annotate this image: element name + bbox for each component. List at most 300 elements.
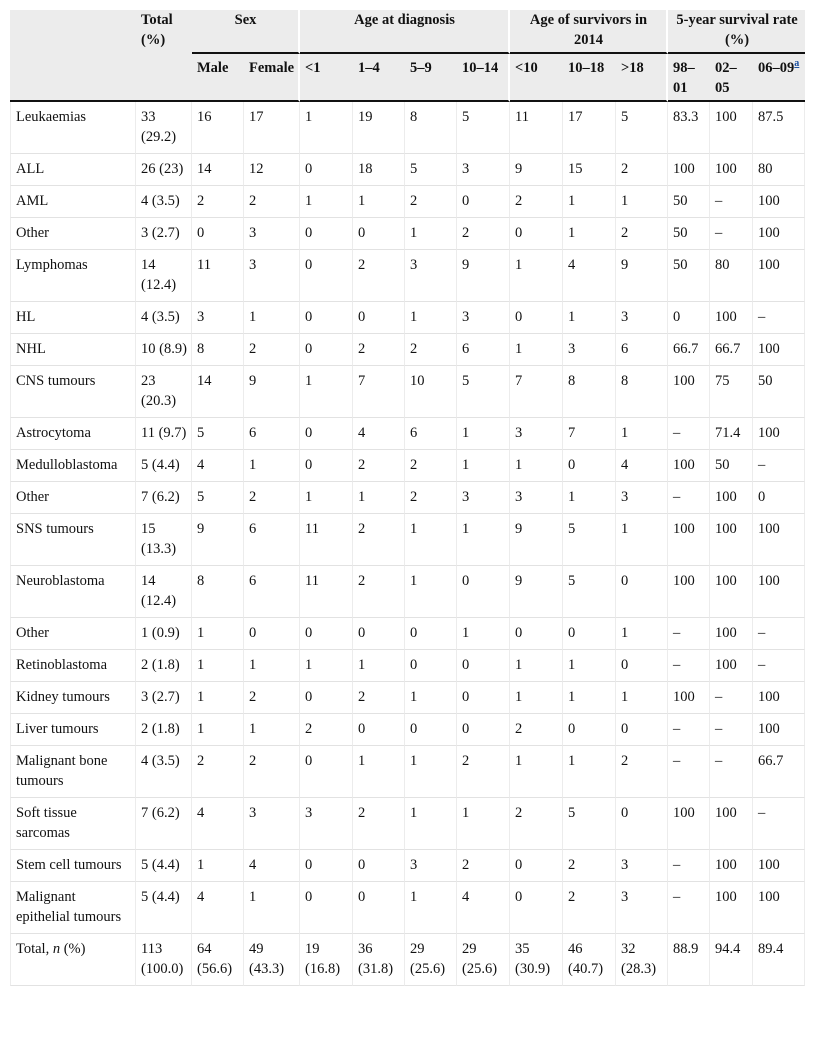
table-cell: 1: [192, 682, 244, 714]
table-cell: 1: [616, 418, 668, 450]
table-cell: 23 (20.3): [136, 366, 192, 418]
table-cell: 0: [616, 566, 668, 618]
table-cell: 1: [457, 798, 510, 850]
table-cell: 2: [353, 798, 405, 850]
table-cell: 0: [563, 714, 616, 746]
table-cell: 1: [244, 650, 300, 682]
table-cell: 83.3: [668, 102, 710, 154]
row-label: Soft tissue sarcomas: [10, 798, 136, 850]
table-cell: 100: [710, 650, 753, 682]
table-cell: 11: [300, 514, 353, 566]
table-cell: 32 (28.3): [616, 934, 668, 986]
table-cell: –: [753, 650, 805, 682]
table-cell: 1: [353, 186, 405, 218]
table-cell: 2: [244, 746, 300, 798]
table-cell: 1: [300, 650, 353, 682]
header-period-06-09: [753, 54, 805, 102]
table-row: [10, 566, 805, 618]
table-cell: 3: [457, 482, 510, 514]
table-cell: 1: [244, 882, 300, 934]
table-cell: –: [668, 482, 710, 514]
table-cell: 6: [457, 334, 510, 366]
table-cell: 4: [616, 450, 668, 482]
table-cell: 0: [300, 746, 353, 798]
table-cell: 2: [510, 186, 563, 218]
table-row: [10, 514, 805, 566]
table-cell: 5: [616, 102, 668, 154]
table-cell: 100: [753, 250, 805, 302]
table-cell: 1: [563, 650, 616, 682]
table-row: [10, 418, 805, 450]
table-cell: 3: [616, 850, 668, 882]
table-row: [10, 250, 805, 302]
table-cell: 3: [616, 302, 668, 334]
table-cell: –: [710, 714, 753, 746]
table-cell: 6: [244, 418, 300, 450]
table-cell: 2: [353, 450, 405, 482]
table-cell: 100: [710, 482, 753, 514]
table-cell: 50: [710, 450, 753, 482]
table-cell: 4 (3.5): [136, 302, 192, 334]
table-cell: 2: [457, 218, 510, 250]
table-cell: 4: [353, 418, 405, 450]
table-cell: 2: [457, 850, 510, 882]
table-cell: 18: [353, 154, 405, 186]
table-cell: 2: [405, 334, 457, 366]
table-cell: 6: [244, 566, 300, 618]
table-cell: 2: [300, 714, 353, 746]
table-cell: 2: [457, 746, 510, 798]
table-cell: 87.5: [753, 102, 805, 154]
table-cell: 5: [192, 418, 244, 450]
table-cell: 1: [300, 366, 353, 418]
table-cell: 4: [457, 882, 510, 934]
table-cell: 5 (4.4): [136, 882, 192, 934]
table-row: [10, 482, 805, 514]
table-cell: 14: [192, 154, 244, 186]
table-row: [10, 218, 805, 250]
table-cell: 1: [510, 334, 563, 366]
table-cell: 100: [753, 334, 805, 366]
table-cell: 100: [668, 566, 710, 618]
table-row: [10, 850, 805, 882]
table-cell: 0: [300, 302, 353, 334]
table-cell: 0: [405, 618, 457, 650]
table-cell: 19: [353, 102, 405, 154]
table-cell: 14 (12.4): [136, 566, 192, 618]
table-cell: 3: [300, 798, 353, 850]
header-sex: Sex: [192, 10, 300, 54]
table-cell: –: [668, 850, 710, 882]
row-label: Other: [10, 482, 136, 514]
table-cell: 2: [244, 334, 300, 366]
table-cell: 49 (43.3): [244, 934, 300, 986]
table-cell: 35 (30.9): [510, 934, 563, 986]
table-cell: 50: [668, 186, 710, 218]
row-label: ALL: [10, 154, 136, 186]
table-cell: 75: [710, 366, 753, 418]
header-surv-gt18: >18: [616, 54, 668, 102]
table-cell: 0: [300, 682, 353, 714]
table-cell: 8: [616, 366, 668, 418]
row-label: Malignant bone tumours: [10, 746, 136, 798]
table-cell: –: [710, 186, 753, 218]
table-cell: 1: [353, 746, 405, 798]
table-cell: 50: [668, 250, 710, 302]
table-cell: 2: [353, 250, 405, 302]
header-age-5-9: 5–9: [405, 54, 457, 102]
table-cell: 0: [244, 618, 300, 650]
table-cell: 100: [668, 514, 710, 566]
table-cell: 7 (6.2): [136, 798, 192, 850]
table-cell: 1: [563, 482, 616, 514]
table-cell: 89.4: [753, 934, 805, 986]
table-cell: 5: [405, 154, 457, 186]
table-cell: 1: [405, 514, 457, 566]
table-cell: 1: [405, 882, 457, 934]
table-row: [10, 882, 805, 934]
table-cell: 1: [353, 482, 405, 514]
row-label: Other: [10, 618, 136, 650]
table-cell: 1: [616, 186, 668, 218]
table-cell: 0: [300, 882, 353, 934]
header-empty-cell: [136, 54, 192, 102]
table-cell: –: [668, 650, 710, 682]
table-cell: 0: [457, 186, 510, 218]
table-cell: 3: [510, 482, 563, 514]
table-row: [10, 746, 805, 798]
table-cell: 1 (0.9): [136, 618, 192, 650]
table-cell: 9: [457, 250, 510, 302]
table-cell: 3: [192, 302, 244, 334]
table-cell: 29 (25.6): [405, 934, 457, 986]
table-cell: 100: [710, 566, 753, 618]
header-total: Total (%): [136, 10, 192, 54]
table-cell: 100: [668, 366, 710, 418]
table-cell: 0: [616, 650, 668, 682]
table-cell: 2 (1.8): [136, 650, 192, 682]
table-cell: 2: [563, 882, 616, 934]
table-cell: 1: [244, 450, 300, 482]
table-cell: 1: [405, 302, 457, 334]
row-label: Other: [10, 218, 136, 250]
header-age-of-survivors: Age of survivors in 2014: [510, 10, 668, 54]
table-cell: 1: [457, 514, 510, 566]
table-cell: 3: [405, 850, 457, 882]
row-label: Medulloblastoma: [10, 450, 136, 482]
table-cell: 80: [710, 250, 753, 302]
total-row-label: [10, 934, 136, 986]
table-cell: –: [710, 746, 753, 798]
table-cell: 0: [353, 302, 405, 334]
header-survival-rate: 5-year survival rate (%): [668, 10, 805, 54]
table-cell: 2: [405, 186, 457, 218]
table-cell: 0: [510, 302, 563, 334]
table-cell: –: [668, 882, 710, 934]
table-cell: 17: [244, 102, 300, 154]
table-cell: 1: [563, 302, 616, 334]
header-age-at-diagnosis: Age at diagnosis: [300, 10, 510, 54]
table-cell: 1: [510, 746, 563, 798]
table-cell: 100: [710, 302, 753, 334]
table-cell: 0: [300, 154, 353, 186]
table-cell: 26 (23): [136, 154, 192, 186]
table-cell: 100: [710, 798, 753, 850]
table-cell: 15: [563, 154, 616, 186]
table-cell: 1: [300, 186, 353, 218]
table-cell: 3: [244, 798, 300, 850]
total-label-prefix: Total,: [16, 941, 53, 957]
table-cell: 100: [668, 798, 710, 850]
header-age-10-14: 10–14: [457, 54, 510, 102]
table-cell: 1: [244, 302, 300, 334]
table-cell: 1: [192, 850, 244, 882]
table-cell: 2: [510, 798, 563, 850]
table-cell: 19 (16.8): [300, 934, 353, 986]
table-cell: 100: [710, 154, 753, 186]
table-cell: 17: [563, 102, 616, 154]
cancer-survivors-table: [10, 10, 805, 986]
header-age-lt1: <1: [300, 54, 353, 102]
table-body: [10, 102, 805, 986]
table-row: [10, 798, 805, 850]
table-cell: 4 (3.5): [136, 186, 192, 218]
table-cell: 0: [457, 714, 510, 746]
row-label: AML: [10, 186, 136, 218]
header-empty-cell: [10, 10, 136, 54]
table-cell: 7 (6.2): [136, 482, 192, 514]
table-cell: –: [668, 618, 710, 650]
table-cell: 0: [300, 418, 353, 450]
table-row: [10, 186, 805, 218]
table-cell: 0: [616, 714, 668, 746]
table-cell: –: [668, 746, 710, 798]
table-cell: 4 (3.5): [136, 746, 192, 798]
table-row: [10, 302, 805, 334]
table-cell: –: [753, 450, 805, 482]
table-cell: –: [753, 618, 805, 650]
table-cell: 1: [563, 218, 616, 250]
header-surv-10-18: 10–18: [563, 54, 616, 102]
table-cell: 10 (8.9): [136, 334, 192, 366]
table-cell: 94.4: [710, 934, 753, 986]
table-cell: 100: [710, 882, 753, 934]
table-cell: 2: [616, 746, 668, 798]
header-surv-lt10: <10: [510, 54, 563, 102]
table-cell: 100: [710, 850, 753, 882]
table-cell: 8: [192, 334, 244, 366]
table-cell: 0: [353, 218, 405, 250]
table-cell: 5 (4.4): [136, 850, 192, 882]
table-row: [10, 334, 805, 366]
table-cell: 2: [405, 450, 457, 482]
row-label: Lymphomas: [10, 250, 136, 302]
table-cell: 2: [244, 682, 300, 714]
table-row-total: [10, 934, 805, 986]
table-cell: 2: [353, 334, 405, 366]
table-cell: 1: [192, 650, 244, 682]
row-label: Stem cell tumours: [10, 850, 136, 882]
table-cell: 0: [563, 618, 616, 650]
table-cell: 5: [457, 366, 510, 418]
table-cell: 5 (4.4): [136, 450, 192, 482]
table-cell: 1: [510, 650, 563, 682]
table-cell: 3 (2.7): [136, 218, 192, 250]
table-row: [10, 650, 805, 682]
table-cell: 1: [405, 682, 457, 714]
table-cell: 0: [353, 850, 405, 882]
table-row: [10, 366, 805, 418]
table-row: [10, 154, 805, 186]
table-cell: 1: [457, 418, 510, 450]
table-cell: 11: [192, 250, 244, 302]
table-cell: 1: [563, 682, 616, 714]
row-label: Retinoblastoma: [10, 650, 136, 682]
table-cell: 2: [510, 714, 563, 746]
row-label: SNS tumours: [10, 514, 136, 566]
table-cell: 0: [457, 566, 510, 618]
table-cell: 1: [192, 714, 244, 746]
table-cell: 4: [192, 882, 244, 934]
table-cell: 12: [244, 154, 300, 186]
table-cell: 66.7: [710, 334, 753, 366]
table-cell: 8: [563, 366, 616, 418]
total-label-n: n: [52, 941, 61, 957]
row-label: Malignant epithelial tumours: [10, 882, 136, 934]
table-cell: 66.7: [753, 746, 805, 798]
table-cell: 0: [753, 482, 805, 514]
table-cell: 3: [616, 482, 668, 514]
table-cell: 100: [668, 450, 710, 482]
table-cell: 0: [300, 618, 353, 650]
table-cell: 1: [510, 682, 563, 714]
table-cell: 1: [510, 250, 563, 302]
table-cell: 3: [405, 250, 457, 302]
table-cell: 1: [510, 450, 563, 482]
table-cell: 2: [563, 850, 616, 882]
table-cell: 4: [244, 850, 300, 882]
header-empty-cell: [10, 54, 136, 102]
table-cell: 1: [616, 514, 668, 566]
table-cell: 0: [510, 218, 563, 250]
table-cell: 1: [405, 566, 457, 618]
table-cell: 15 (13.3): [136, 514, 192, 566]
table-cell: 9: [510, 514, 563, 566]
table-cell: 11 (9.7): [136, 418, 192, 450]
table-cell: 3: [616, 882, 668, 934]
table-cell: 100: [753, 186, 805, 218]
table-cell: 7: [510, 366, 563, 418]
table-cell: 100: [753, 418, 805, 450]
table-cell: 14 (12.4): [136, 250, 192, 302]
row-label: Astrocytoma: [10, 418, 136, 450]
table-cell: 6: [244, 514, 300, 566]
table-cell: –: [668, 418, 710, 450]
table-cell: 1: [457, 450, 510, 482]
table-cell: 1: [563, 746, 616, 798]
footnote-link-a[interactable]: a: [794, 58, 800, 70]
table-cell: 100: [753, 682, 805, 714]
table-cell: 1: [353, 650, 405, 682]
table-cell: 0: [405, 714, 457, 746]
table-cell: 4: [192, 450, 244, 482]
table-cell: 0: [510, 882, 563, 934]
row-label: Liver tumours: [10, 714, 136, 746]
table-cell: 2: [244, 482, 300, 514]
table-cell: 1: [405, 218, 457, 250]
table-cell: 100: [753, 218, 805, 250]
table-cell: 88.9: [668, 934, 710, 986]
table-cell: 6: [405, 418, 457, 450]
table-row: [10, 450, 805, 482]
table-cell: 2: [192, 746, 244, 798]
header-period-06-09-label: 06–09: [758, 60, 795, 76]
table-cell: 1: [457, 618, 510, 650]
table-cell: 1: [405, 798, 457, 850]
table-cell: 9: [510, 154, 563, 186]
table-cell: 33 (29.2): [136, 102, 192, 154]
table-cell: 100: [710, 102, 753, 154]
table-cell: 0: [300, 334, 353, 366]
table-cell: 7: [563, 418, 616, 450]
table-cell: 100: [668, 154, 710, 186]
table-cell: 11: [300, 566, 353, 618]
table-cell: 64 (56.6): [192, 934, 244, 986]
table-cell: 0: [300, 218, 353, 250]
table-cell: 5: [457, 102, 510, 154]
table-cell: 2: [353, 682, 405, 714]
row-label: Neuroblastoma: [10, 566, 136, 618]
table-cell: 3 (2.7): [136, 682, 192, 714]
row-label: Kidney tumours: [10, 682, 136, 714]
header-age-1-4: 1–4: [353, 54, 405, 102]
table-cell: 2: [353, 514, 405, 566]
table-cell: 14: [192, 366, 244, 418]
table-cell: 4: [192, 798, 244, 850]
table-row: [10, 682, 805, 714]
table-cell: 1: [300, 102, 353, 154]
table-cell: 2 (1.8): [136, 714, 192, 746]
table-cell: 0: [563, 450, 616, 482]
table-cell: 100: [753, 514, 805, 566]
table-cell: 100: [753, 566, 805, 618]
table-cell: –: [710, 218, 753, 250]
table-cell: 5: [563, 566, 616, 618]
table-cell: 0: [353, 618, 405, 650]
table-cell: 9: [510, 566, 563, 618]
table-cell: 1: [405, 746, 457, 798]
table-cell: 50: [753, 366, 805, 418]
table-cell: 2: [616, 154, 668, 186]
table-cell: 5: [563, 798, 616, 850]
table-row: [10, 618, 805, 650]
table-cell: 100: [753, 850, 805, 882]
table-cell: 0: [300, 250, 353, 302]
table-cell: 1: [563, 186, 616, 218]
table-cell: 0: [510, 850, 563, 882]
table-cell: 71.4: [710, 418, 753, 450]
table-cell: 10: [405, 366, 457, 418]
total-label-suffix: (%): [60, 941, 86, 957]
table-cell: 0: [300, 450, 353, 482]
table-cell: 5: [192, 482, 244, 514]
row-label: Leukaemias: [10, 102, 136, 154]
table-cell: –: [710, 682, 753, 714]
table-cell: 46 (40.7): [563, 934, 616, 986]
table-cell: 3: [244, 250, 300, 302]
table-container: [10, 10, 805, 986]
row-label: CNS tumours: [10, 366, 136, 418]
